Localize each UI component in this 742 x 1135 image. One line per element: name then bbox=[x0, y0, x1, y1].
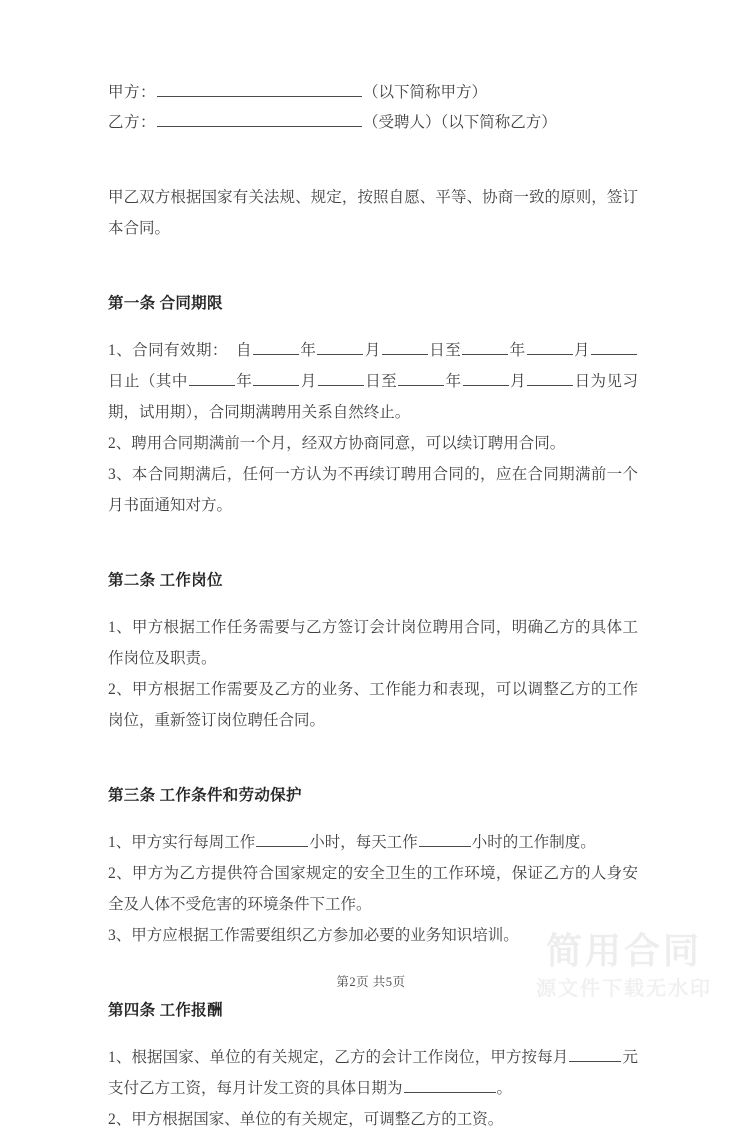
section-item: 2、聘用合同期满前一个月，经双方协商同意，可以续订聘用合同。 bbox=[108, 435, 566, 452]
section-heading: 第二条 工作岗位 bbox=[108, 572, 223, 589]
watermark-sub-text: 源文件下载无水印 bbox=[536, 976, 712, 1000]
text-run: 年 bbox=[509, 342, 526, 359]
preamble-paragraph: 甲乙双方根据国家有关法规、规定，按照自愿、平等、协商一致的原则，签订本合同。 bbox=[108, 189, 638, 237]
section-heading: 第四条 工作报酬 bbox=[108, 1002, 223, 1019]
section-item bbox=[108, 827, 638, 858]
party-b-line bbox=[108, 108, 638, 138]
page-footer bbox=[0, 972, 742, 990]
blank-field[interactable] bbox=[527, 339, 573, 356]
text-run: 年 bbox=[445, 373, 462, 390]
sections-container bbox=[108, 288, 638, 1135]
blank-field[interactable] bbox=[462, 339, 508, 356]
spacer bbox=[108, 736, 638, 780]
blank-field[interactable] bbox=[318, 370, 364, 387]
blank-field[interactable] bbox=[253, 370, 299, 387]
party-b-suffix: （受聘人）（以下简称乙方） bbox=[363, 114, 557, 131]
section-item bbox=[108, 335, 638, 428]
party-b-blank-field[interactable] bbox=[157, 111, 362, 128]
blank-field[interactable] bbox=[256, 831, 308, 848]
blank-field[interactable] bbox=[463, 370, 509, 387]
spacer bbox=[108, 811, 638, 827]
party-a-suffix: （以下简称甲方） bbox=[363, 84, 488, 101]
spacer bbox=[108, 244, 638, 288]
spacer bbox=[108, 1026, 638, 1042]
party-b-label: 乙方： bbox=[108, 114, 157, 131]
section-heading: 第一条 合同期限 bbox=[108, 295, 223, 312]
section-item: 3、本合同期满后，任何一方认为不再续订聘用合同的，应在合同期满前一个月书面通知对方。 bbox=[108, 466, 638, 514]
section-item: 3、甲方应根据工作需要组织乙方参加必要的业务知识培训。 bbox=[108, 927, 519, 944]
blank-field[interactable] bbox=[527, 370, 573, 387]
text-run: 1、甲方实行每周工作 bbox=[108, 834, 256, 851]
text-run: 小时的工作制度。 bbox=[471, 834, 596, 851]
section-heading: 第三条 工作条件和劳动保护 bbox=[108, 787, 302, 804]
text-run: 年 bbox=[299, 342, 317, 359]
blank-field[interactable] bbox=[382, 339, 428, 356]
text-run: 日止（其中 bbox=[108, 373, 188, 390]
blank-field[interactable] bbox=[404, 1077, 496, 1094]
text-run: 月 bbox=[573, 342, 590, 359]
text-run: 月 bbox=[300, 373, 317, 390]
page-number-text: 第2页 共5页 bbox=[336, 975, 406, 989]
section-item: 2、甲方根据工作需要及乙方的业务、工作能力和表现，可以调整乙方的工作岗位，重新签订岗位聘任合同。 bbox=[108, 681, 638, 729]
text-run: 日至 bbox=[364, 373, 398, 390]
text-run: 日至 bbox=[428, 342, 462, 359]
text-run: 。 bbox=[496, 1080, 513, 1097]
text-run: 年 bbox=[235, 373, 253, 390]
blank-field[interactable] bbox=[253, 339, 299, 356]
text-run: 月 bbox=[509, 373, 527, 390]
blank-field[interactable] bbox=[317, 339, 363, 356]
text-run: 月 bbox=[364, 342, 381, 359]
blank-field[interactable] bbox=[189, 370, 235, 387]
spacer bbox=[108, 596, 638, 612]
section-item: 2、甲方为乙方提供符合国家规定的安全卫生的工作环境，保证乙方的人身安全及人体不受危害的环境条件下工作。 bbox=[108, 865, 638, 913]
blank-field[interactable] bbox=[419, 831, 471, 848]
spacer bbox=[108, 138, 638, 182]
text-run: 小时，每天工作 bbox=[309, 834, 418, 851]
party-a-blank-field[interactable] bbox=[157, 81, 362, 98]
blank-field[interactable] bbox=[569, 1046, 621, 1063]
party-a-label: 甲方： bbox=[108, 84, 157, 101]
blank-field[interactable] bbox=[398, 370, 444, 387]
party-a-line bbox=[108, 78, 638, 108]
text-run: 日为见习期，试用期），合同期满聘用关系自然终止。 bbox=[108, 373, 638, 421]
spacer bbox=[108, 521, 638, 565]
blank-field[interactable] bbox=[591, 339, 637, 356]
text-run: 1、根据国家、单位的有关规定，乙方的会计工作岗位，甲方按每月 bbox=[108, 1049, 569, 1066]
watermark-brand-text: 简用合同 bbox=[545, 931, 702, 972]
spacer bbox=[108, 319, 638, 335]
text-run: 1、合同有效期： 自 bbox=[108, 342, 252, 359]
section-item bbox=[108, 1042, 638, 1104]
section-item: 2、甲方根据国家、单位的有关规定，可调整乙方的工资。 bbox=[108, 1111, 504, 1128]
text-run: 元支付乙方工资，每月计发工资的具体日期为 bbox=[108, 1049, 638, 1097]
section-item: 1、甲方根据工作任务需要与乙方签订会计岗位聘用合同，明确乙方的具体工作岗位及职责。 bbox=[108, 619, 638, 667]
